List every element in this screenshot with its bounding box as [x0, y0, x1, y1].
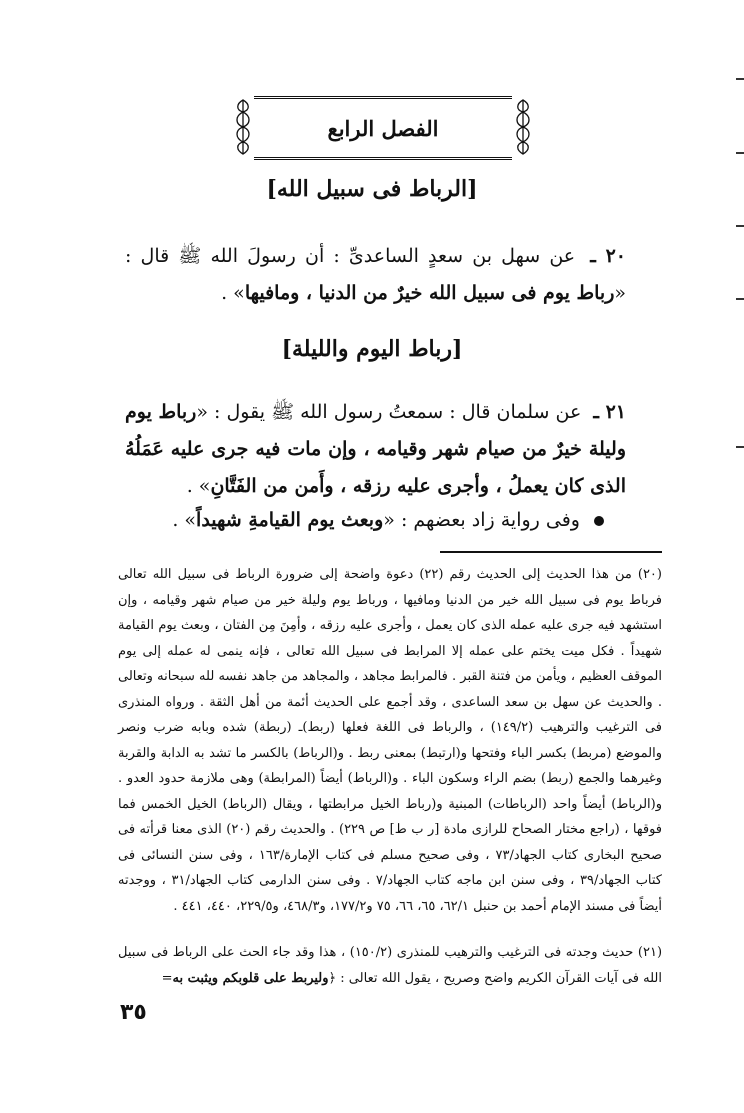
footnote-21	[118, 940, 662, 991]
right-ornament-icon	[512, 98, 534, 156]
section-heading-20: [الرباط فى سبيل الله]	[266, 176, 478, 202]
hadith-quote: رباط يوم فى سبيل الله خيرٌ من الدنيا ، ومافيها	[244, 282, 615, 304]
left-ornament-icon	[232, 98, 254, 156]
scan-edge-mark	[736, 446, 744, 448]
hadith-21-variant	[125, 502, 604, 539]
footnote-20: (٢٠) من هذا الحديث إلى الحديث رقم (٢٢) دعوة واضحة إلى ضرورة الرباط فى سبيل الله تعالى فرباط يوم فى سبيل الله خير من الدنيا ومافيها ، ورباط يوم وليلة خير من صيام شهر وقيامه ، وإن استشهد فيه جرى عليه عمله الذى كان يعمل ، وأجرى عليه رزقه ، وأمِنَ مِن الفتان ، وبعث يوم القيامة شهيداً . فكل ميت يختم على عمله إلا المرابط فى سبيل الله تعالى ، فإنه ينمى له عمله إلى يوم الموقف العظيم ، ويأمن من فتنة القبر . فالمرابط مجاهد ، والمجاهد من جاهد نفسه لله سبحانه وتعالى . والحديث عن سهل بن سعد الساعدى ، وقد أجمع على الحديث أئمة من أهل الثقة . ورواه المنذرى فى الترغيب والترهيب (١٤٩/٢) ، والرباط فى اللغة فعلها (ربط)ـ (ربطة) شده وبابه ضرب ونصر والموضع (مربط) بكسر الباء وفتحها و(ارتبط) بمعنى ربط . و(الرباط) بالكسر ما تشد به الدابة والقربة وغيرهما والجمع (ربط) بضم الراء وسكون الباء . و(الرباط) أيضاً (المرابطة) وهى ملازمة حدود العدو . و(الرباط) أيضاً واحد (الرباطات) المبنية و(رباط الخيل مرابطتها ، ويقال (الرباط) الخيل الخمس فما فوقها ، (راجع مختار الصحاح للرازى مادة [ر ب ط] ص ٢٢٩) . والحديث رقم (٢٠) الذى معنا قرأته فى صحيح البخارى كتاب الجهاد/٧٣ ، وفى صحيح مسلم فى كتاب الإمارة/١٦٣ ، وفى سنن النسائى فى كتاب الجهاد/٣٩ ، وفى سنن ابن ماجه كتاب الجهاد/٧ . وفى سنن الدارمى كتاب الجهاد/٣١ ، ووجدته أيضاً فى مسند الإمام أحمد بن حنبل ٦٢/١، ٦٥، ٦٦، ٧٥ و١٧٧/٢، و٤٦٨/٣، و٢٢٩/٥، ٤٤٠، ٤٤١ .	[118, 567, 662, 914]
scan-edge-mark	[736, 152, 744, 154]
hadith-intro: عن سهل بن سعدٍ الساعدىِّ : أن رسولَ الله ﷺ قال : «	[125, 245, 626, 304]
hadith-20	[125, 238, 626, 312]
chapter-title-box	[254, 96, 512, 160]
scan-edge-mark	[736, 78, 744, 80]
variant-intro: وفى رواية زاد بعضهم : «	[383, 509, 580, 531]
variant-quote: وبعث يوم القيامةِ شهيداً	[196, 509, 384, 531]
scan-edge-mark	[736, 225, 744, 227]
footnote-21-text: (٢١) حديث وجدته فى الترغيب والترهيب للمنذرى (١٥٠/٢) ، هذا وقد جاء الحث على الرباط فى سبيل الله فى آيات القرآن الكريم واضح وصريح ، يقول الله تعالى : ﴿	[118, 945, 663, 986]
chapter-title: الفصل الرابع	[327, 115, 439, 141]
hadith-number: ٢١ ـ	[593, 401, 627, 423]
hadith-intro: عن سلمان قال : سمعتُ رسول الله ﷺ يقول : «	[196, 401, 582, 423]
footnote-21-tail: =	[161, 970, 173, 986]
bullet-icon	[594, 516, 604, 526]
variant-closing: » .	[172, 509, 197, 531]
hadith-closing: » .	[186, 475, 211, 497]
hadith-21	[125, 394, 626, 505]
chapter-title-frame	[232, 96, 534, 160]
hadith-number: ٢٠ ـ	[590, 245, 626, 267]
section-heading-21: [رباط اليوم والليلة]	[281, 336, 463, 362]
hadith-closing: » .	[221, 282, 245, 304]
scan-edge-mark	[736, 298, 744, 300]
hadith-quote: رباط يوم وليلة خيرٌ من صيام شهر وقيامه ، وإن مات فيه جرى عليه عَمَلُهُ الذى كان يعملُ ، وأجرى عليه رزقه ، وأَمن من الفَتَّانِ	[125, 401, 626, 497]
footnote-21-quote: وليربط على قلوبكم ويثبت به	[172, 970, 329, 986]
footnote-separator	[440, 551, 662, 553]
page-number: ٣٥	[120, 1000, 147, 1025]
